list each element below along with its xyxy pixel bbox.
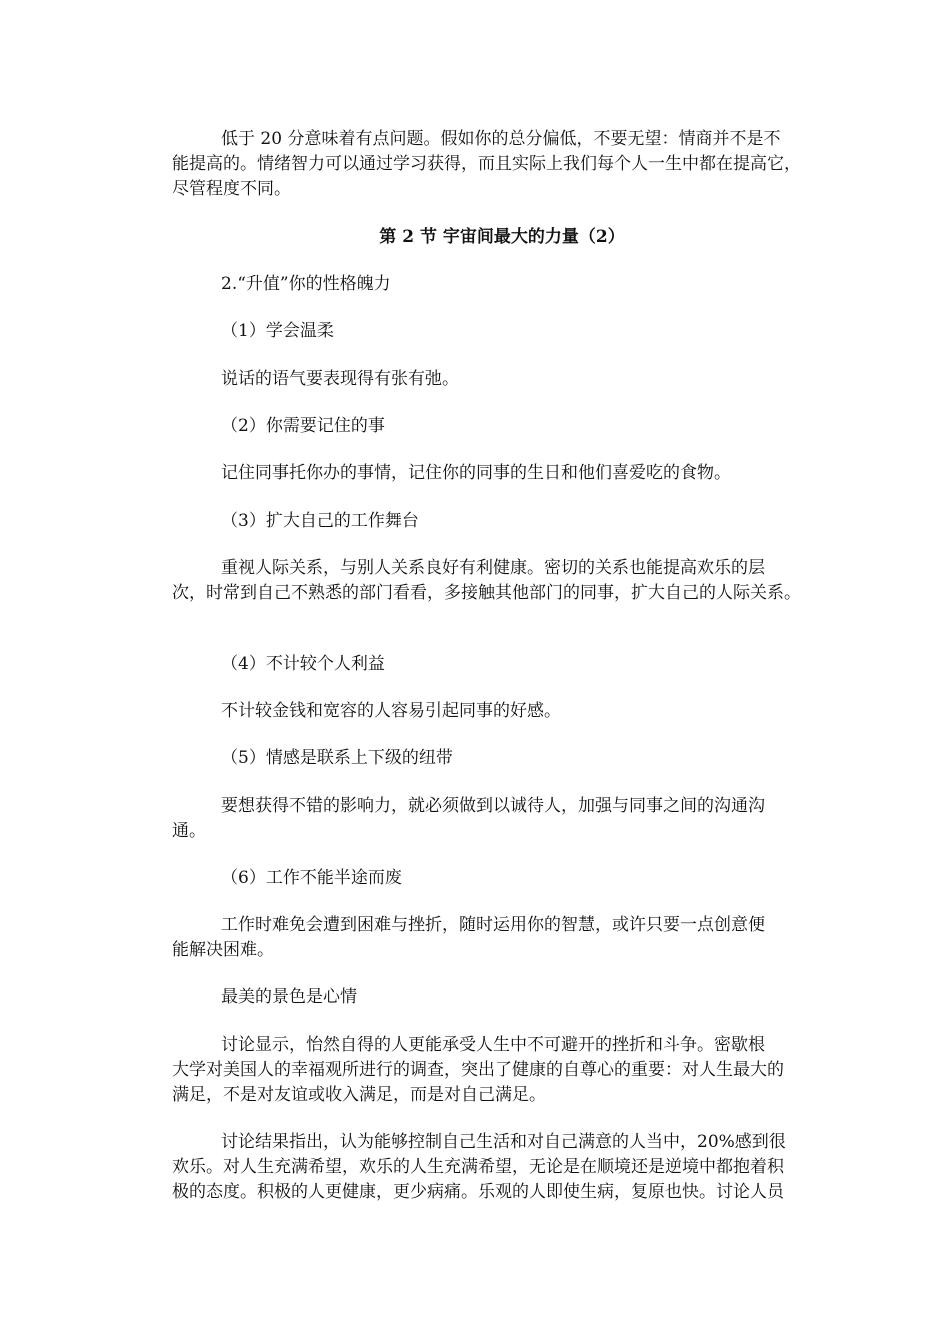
item-title: （4）不计较个人利益 (221, 654, 385, 674)
subsection-title: 最美的景色是心情 (221, 987, 357, 1007)
item-title: （6）工作不能半途而废 (221, 868, 402, 888)
paragraph-line: 次，时常到自己不熟悉的部门看看，多接触其他部门的同事，扩大自己的人际关系。 (172, 583, 801, 603)
paragraph-line: 工作时难免会遭到困难与挫折，随时运用你的智慧，或许只要一点创意便 (221, 915, 765, 935)
paragraph-line: 能提高的。情绪智力可以通过学习获得，而且实际上我们每个人一生中都在提高它， (172, 154, 801, 174)
item-title: （1）学会温柔 (221, 321, 334, 341)
paragraph-line: 记住同事托你办的事情，记住你的同事的生日和他们喜爱吃的食物。 (221, 463, 731, 483)
item-title: （5）情感是联系上下级的纽带 (221, 748, 453, 768)
item-title: （2）你需要记住的事 (221, 416, 385, 436)
paragraph-line: 能解决困难。 (172, 940, 274, 960)
paragraph-line: 满足，不是对友谊或收入满足，而是对自己满足。 (172, 1085, 546, 1105)
paragraph-line: 极的态度。积极的人更健康，更少病痛。乐观的人即使生病，复原也快。讨论人员 (172, 1182, 784, 1202)
subsection-title: 2.“升值”你的性格魄力 (221, 274, 391, 294)
paragraph-line: 重视人际关系，与别人关系良好有利健康。密切的关系也能提高欢乐的层 (221, 558, 765, 578)
section-heading: 第 2 节 宇宙间最大的力量（2） (379, 227, 625, 247)
paragraph-line: 说话的语气要表现得有张有弛。 (221, 369, 459, 389)
paragraph-line: 讨论结果指出，认为能够控制自己生活和对自己满意的人当中，20%感到很 (221, 1132, 786, 1152)
paragraph-line: 要想获得不错的影响力，就必须做到以诚待人，加强与同事之间的沟通沟 (221, 796, 765, 816)
item-title: （3）扩大自己的工作舞台 (221, 511, 419, 531)
paragraph-line: 欢乐。对人生充满希望，欢乐的人生充满希望，无论是在顺境还是逆境中都抱着积 (172, 1157, 784, 1177)
paragraph-line: 讨论显示，怡然自得的人更能承受人生中不可避开的挫折和斗争。密歇根 (221, 1035, 765, 1055)
paragraph-line: 不计较金钱和宽容的人容易引起同事的好感。 (221, 701, 561, 721)
paragraph-line: 低于 20 分意味着有点问题。假如你的总分偏低，不要无望：情商并不是不 (221, 129, 781, 149)
paragraph-line: 尽管程度不同。 (172, 179, 291, 199)
paragraph-line: 大学对美国人的幸福观所进行的调查，突出了健康的自尊心的重要：对人生最大的 (172, 1060, 784, 1080)
paragraph-line: 通。 (172, 821, 206, 841)
